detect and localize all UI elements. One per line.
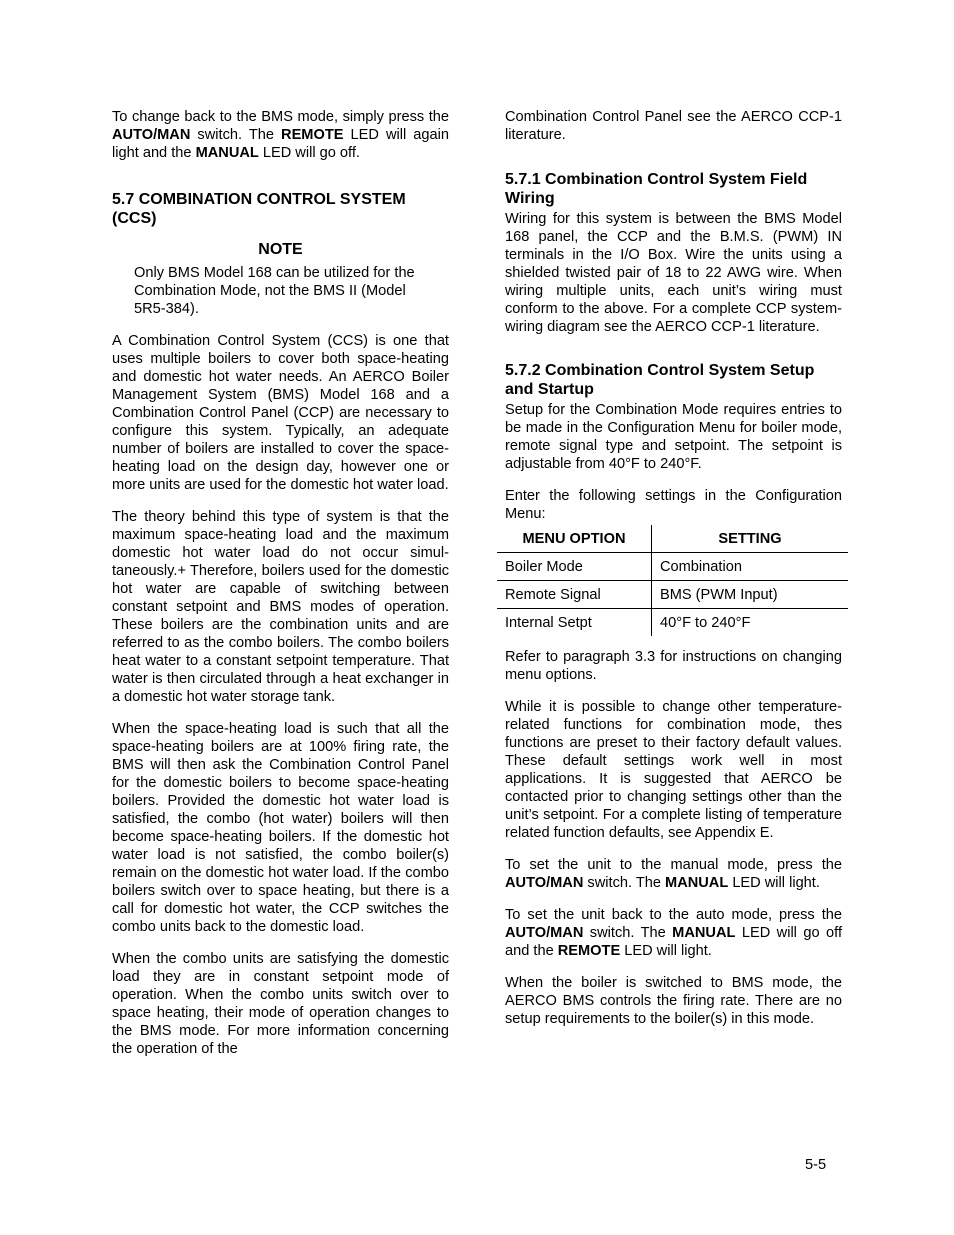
paragraph-auto-mode: To set the unit back to the auto mode, press the AUTO/MAN switch. The MANUAL LED will go off and the REMOTE LED will light. — [505, 907, 842, 959]
paragraph-manual-mode: To set the unit to the manual mode, press the AUTO/MAN switch. The MANUAL LED will light. — [505, 857, 842, 891]
page-number: 5-5 — [805, 1157, 827, 1173]
table-cell-option: Remote Signal — [497, 581, 652, 609]
table-cell-setting: Combination — [652, 553, 849, 581]
paragraph-enter-settings: Enter the following settings in the Configuration Menu: — [505, 488, 842, 522]
table-row — [497, 553, 848, 581]
table-row — [497, 609, 848, 637]
table-cell-option: Boiler Mode — [497, 553, 652, 581]
paragraph-ccp-continued: Combination Control Panel see the AERCO CCP-1 literature. — [505, 109, 842, 143]
paragraph-theory: The theory behind this type of system is that the maximum space-heating load and the maximum domestic hot water load do not occur simul-taneously.+ Therefore, boilers used for the domestic hot water are capable of switching between constant setpoint and BMS modes of operation. These boilers are the combination units and are referred to as the combo boilers. The combo boilers heat water to a constant setpoint temperature. That water is then circulated through a heat exchanger in a domestic hot water storage tank. — [112, 509, 449, 705]
paragraph-other-functions: While it is possible to change other temperature-related functions for combination mode, thes functions are preset to their factory default values. These default settings work well in most applications. It is suggested that AERCO be contacted prior to changing settings other than the unit’s setpoint. For a complete listing of temperature related function defaults, see Appendix E. — [505, 699, 842, 841]
paragraph-setup: Setup for the Combination Mode requires entries to be made in the Configuration Menu for boiler mode, remote signal type and setpoint. The setpoint is adjustable from 40°F to 240°F. — [505, 402, 842, 472]
paragraph-field-wiring: Wiring for this system is between the BMS Model 168 panel, the CCP and the B.M.S. (PWM) IN terminals in the I/O Box. Wire the units using a shielded twisted pair of 18 to 22 AWG wire. When wiring multiple units, each unit’s wiring must conform to the above. For a complete CCP system-wiring diagram see the AERCO CCP-1 literature. — [505, 211, 842, 335]
note-title: NOTE — [258, 241, 303, 258]
left-column — [112, 108, 449, 1058]
table-header-row — [497, 525, 848, 553]
paragraph-bms-switched: When the boiler is switched to BMS mode, the AERCO BMS controls the firing rate. There are no setup requirements to the boiler(s) in this mode. — [505, 975, 842, 1027]
table-header-menu-option: MENU OPTION — [497, 525, 652, 553]
table-cell-option: Internal Setpt — [497, 609, 652, 637]
paragraph-refer: Refer to paragraph 3.3 for instructions on changing menu options. — [505, 649, 842, 683]
right-column — [505, 108, 842, 1028]
section-heading-5-7-1: 5.7.1 Combination Control System Field Wiring — [505, 171, 808, 207]
paragraph-ccs-intro: A Combination Control System (CCS) is one that uses multiple boilers to cover both space-heating and domestic hot water needs. An AERCO Boiler Management System (BMS) Model 168 and a Combination Control Panel (CCP) are necessary to configure this system. Typically, an adequate number of boilers are installed to cover the space-heating load on the design day, however one or more units are used for the domestic hot water load. — [112, 333, 449, 493]
paragraph-bms-return: To change back to the BMS mode, simply press the AUTO/MAN switch. The REMOTE LED will again light and the MANUAL LED will go off. — [112, 109, 449, 161]
table-cell-setting: 40°F to 240°F — [660, 614, 751, 631]
paragraph-combo-units: When the combo units are satisfying the domestic load they are in constant setpoint mode of operation. When the combo units switch over to space heating, their mode of operation changes to the BMS mode. For more information concerning the operation of the — [112, 951, 449, 1057]
table-header-setting: SETTING — [652, 525, 849, 553]
section-heading-5-7-2: 5.7.2 Combination Control System Setup and Startup — [505, 362, 815, 398]
paragraph-space-heating: When the space-heating load is such that all the space-heating boilers are at 100% firing rate, the BMS will then ask the Combination Control Panel for the domestic boilers to become space-heating boilers. Provided the domestic hot water load is satisfied, the combo (hot water) boilers will then become space-heating boilers. If the domestic hot water load is not satisfied, the combo boiler(s) remain on the domestic hot water load. If the combo boilers switch over to space heating, but there is a call for domestic hot water, the CCP switches the combo units back to the domestic load. — [112, 721, 449, 935]
section-heading-5-7: 5.7 COMBINATION CONTROL SYSTEM (CCS) — [112, 191, 406, 227]
table-row — [497, 581, 848, 609]
table-cell-setting: BMS (PWM Input) — [652, 581, 849, 609]
configuration-settings-table — [497, 525, 848, 636]
note-body: Only BMS Model 168 can be utilized for the Combination Mode, not the BMS II (Model 5R5-384). — [134, 265, 415, 317]
